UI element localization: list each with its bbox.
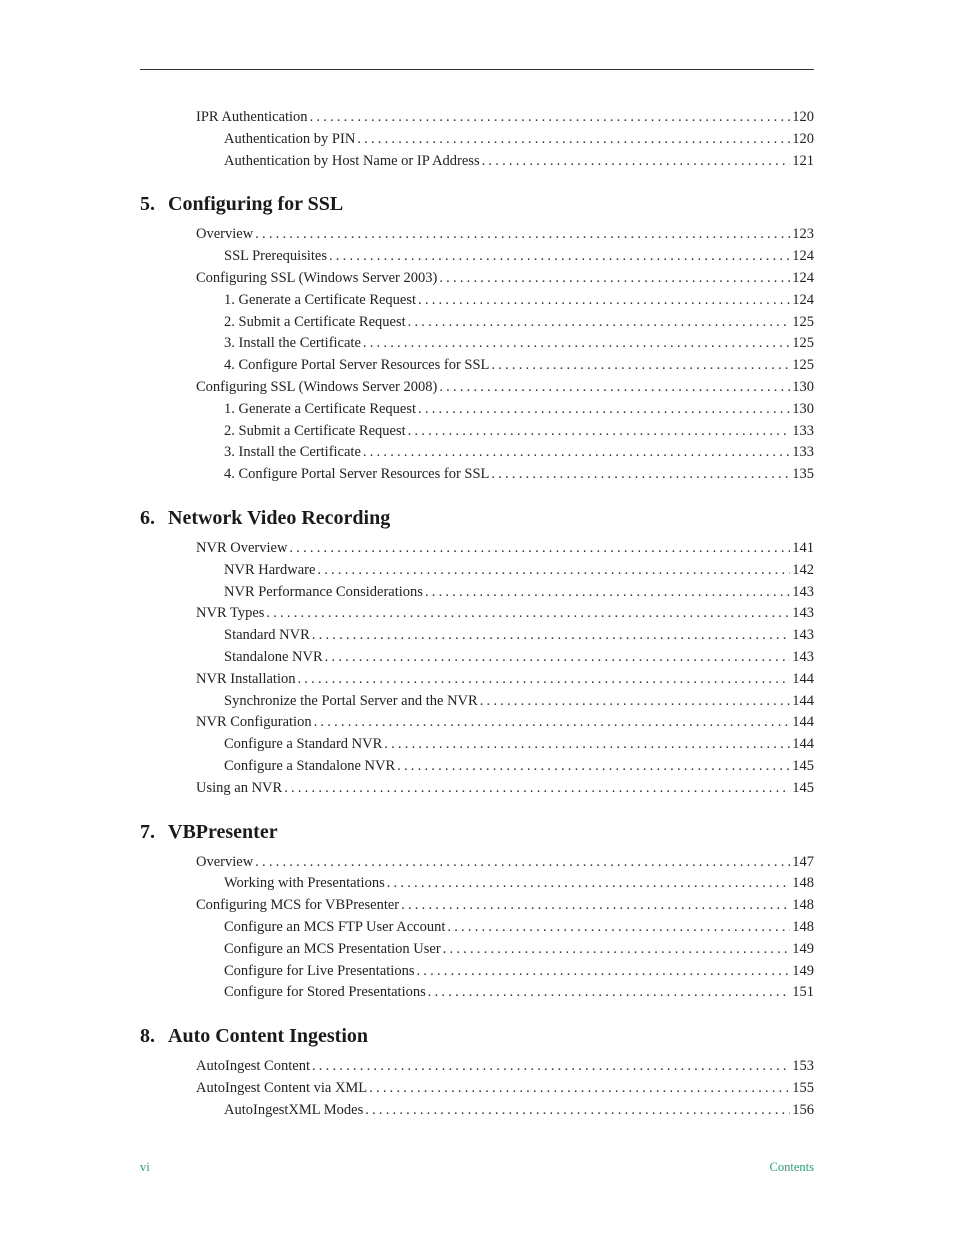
toc-entry-title: 1. Generate a Certificate Request — [224, 400, 417, 417]
footer-page-number: vi — [140, 1160, 150, 1174]
dot-leader — [357, 129, 790, 151]
dot-leader — [425, 582, 790, 604]
toc-entry[interactable] — [140, 538, 814, 560]
toc-entry-title: Configuring SSL (Windows Server 2003) — [196, 269, 438, 286]
toc-entry-title: SSL Prerequisites — [224, 248, 327, 265]
toc-entry[interactable] — [140, 895, 814, 917]
toc-entry[interactable] — [140, 560, 814, 582]
dot-leader — [439, 377, 790, 399]
toc-entry[interactable] — [140, 778, 814, 800]
dot-leader — [397, 756, 790, 778]
dot-leader — [325, 647, 791, 669]
toc-entry-title: NVR Performance Considerations — [224, 583, 423, 600]
toc-entry-page: 124 — [792, 248, 814, 265]
section-entries — [140, 538, 814, 800]
dot-leader — [428, 982, 790, 1004]
toc-entry-page: 141 — [792, 539, 814, 556]
toc-entry-page: 145 — [792, 779, 814, 796]
dot-leader — [317, 560, 790, 582]
toc-entry-title: 3. Install the Certificate — [224, 444, 361, 461]
dot-leader — [482, 151, 791, 173]
toc-entry-title: Configure a Standalone NVR — [224, 757, 396, 774]
dot-leader — [365, 1100, 790, 1122]
toc-entry[interactable] — [140, 224, 814, 246]
toc-entry[interactable] — [140, 939, 814, 961]
toc-entry-page: 153 — [792, 1058, 814, 1075]
section-title: Configuring for SSL — [168, 193, 344, 216]
page-footer — [140, 1160, 814, 1175]
toc-entry-page: 149 — [792, 962, 814, 979]
toc-entry-page: 142 — [792, 561, 814, 578]
toc-entry-title: Working with Presentations — [224, 875, 385, 892]
dot-leader — [491, 355, 790, 377]
dot-leader — [401, 895, 790, 917]
toc-entry-title: NVR Installation — [196, 670, 296, 687]
section-number: 8. — [140, 1025, 155, 1048]
dot-leader — [491, 464, 790, 486]
toc-entry[interactable] — [140, 333, 814, 355]
dot-leader — [255, 852, 790, 874]
toc-entry-title: AutoIngestXML Modes — [224, 1101, 364, 1118]
dot-leader — [447, 917, 790, 939]
toc-entry-page: 143 — [792, 627, 814, 644]
dot-leader — [363, 333, 790, 355]
toc-entry[interactable] — [140, 961, 814, 983]
toc-entry-page: 133 — [792, 444, 814, 461]
toc-entry[interactable] — [140, 1078, 814, 1100]
toc-entry[interactable] — [140, 268, 814, 290]
dot-leader — [310, 107, 791, 129]
toc-entry-page: 155 — [792, 1079, 814, 1096]
toc-entry[interactable] — [140, 290, 814, 312]
toc-entry[interactable] — [140, 421, 814, 443]
toc-entry-page: 149 — [792, 940, 814, 957]
toc-entry[interactable] — [140, 603, 814, 625]
toc-entry-page: 124 — [792, 291, 814, 308]
dot-leader — [314, 712, 791, 734]
toc-entry-page: 130 — [792, 400, 814, 417]
toc-entry[interactable] — [140, 625, 814, 647]
toc-entry-page: 125 — [792, 335, 814, 352]
header-rule — [140, 69, 814, 70]
toc-entry-title: NVR Types — [196, 605, 265, 622]
toc-entry-title: 3. Install the Certificate — [224, 335, 361, 352]
toc-entry-title: Configuring MCS for VBPresenter — [196, 897, 400, 914]
toc-entry[interactable] — [140, 669, 814, 691]
toc-entry-title: Using an NVR — [196, 779, 283, 796]
section-spacer — [140, 486, 814, 504]
toc-entry-title: Authentication by PIN — [224, 130, 356, 147]
toc-entry-page: 120 — [792, 130, 814, 147]
toc-entry[interactable] — [140, 312, 814, 334]
toc-entry[interactable] — [140, 712, 814, 734]
toc-entry-page: 144 — [792, 692, 814, 709]
toc-entry-title: Synchronize the Portal Server and the NVR — [224, 692, 478, 709]
toc-entry-title: Configure a Standard NVR — [224, 736, 383, 753]
section-entries — [140, 224, 814, 486]
toc-entry-page: 147 — [792, 853, 814, 870]
toc-entry-page: 144 — [792, 736, 814, 753]
toc-entry-page: 143 — [792, 583, 814, 600]
toc-entry-title: 4. Configure Portal Server Resources for SSL — [224, 357, 490, 374]
toc-entry-title: NVR Overview — [196, 539, 288, 556]
toc-entry-page: 120 — [792, 109, 814, 125]
toc-entry[interactable] — [140, 151, 814, 173]
toc-entry-page: 123 — [792, 226, 814, 243]
toc-entry-page: 124 — [792, 269, 814, 286]
toc-entry-page: 143 — [792, 648, 814, 665]
toc-entry-title: Standalone NVR — [224, 648, 323, 665]
section-spacer — [140, 1004, 814, 1022]
section-number: 5. — [140, 193, 155, 216]
section-spacer — [140, 800, 814, 818]
dot-leader — [387, 873, 791, 895]
footer-section-name: Contents — [769, 1160, 814, 1174]
section-heading[interactable] — [140, 190, 814, 218]
toc-entry-page: 148 — [792, 875, 814, 892]
toc-entry-title: AutoIngest Content via XML — [196, 1079, 368, 1096]
toc-entry[interactable] — [140, 129, 814, 151]
toc-entry-title: 2. Submit a Certificate Request — [224, 313, 406, 330]
section-entries — [140, 1056, 814, 1121]
dot-leader — [329, 246, 790, 268]
toc-entry[interactable] — [140, 756, 814, 778]
toc-entry-title: AutoIngest Content — [196, 1058, 310, 1075]
dot-leader — [363, 442, 790, 464]
toc-entry-title: 2. Submit a Certificate Request — [224, 422, 406, 439]
toc-entry[interactable] — [140, 464, 814, 486]
toc-entry-title: Configure an MCS Presentation User — [224, 940, 441, 957]
toc-entry[interactable] — [140, 107, 814, 129]
dot-leader — [439, 268, 790, 290]
toc-entry-title: Configure an MCS FTP User Account — [224, 918, 446, 935]
toc-entry[interactable] — [140, 734, 814, 756]
toc-entry[interactable] — [140, 917, 814, 939]
toc-entry-page: 130 — [792, 378, 814, 395]
toc-entry-title: Overview — [196, 226, 254, 243]
table-of-contents — [140, 107, 814, 1121]
toc-entry[interactable] — [140, 852, 814, 874]
section-heading[interactable] — [140, 1022, 814, 1050]
toc-entry-title: Configuring SSL (Windows Server 2008) — [196, 378, 438, 395]
dot-leader — [384, 734, 790, 756]
dot-leader — [255, 224, 790, 246]
toc-entry-page: 125 — [792, 313, 814, 330]
toc-entry-page: 151 — [792, 984, 814, 1001]
toc-entry[interactable] — [140, 377, 814, 399]
toc-entry[interactable] — [140, 1100, 814, 1122]
toc-entry-title: IPR Authentication — [196, 109, 308, 125]
section-number: 7. — [140, 820, 155, 843]
dot-leader — [266, 603, 790, 625]
toc-entry-title: Configure for Live Presentations — [224, 962, 415, 979]
toc-entry-page: 144 — [792, 670, 814, 687]
toc-entry-title: Authentication by Host Name or IP Address — [224, 152, 480, 169]
toc-entry-page: 145 — [792, 757, 814, 774]
dot-leader — [312, 625, 790, 647]
toc-entry-page: 148 — [792, 897, 814, 914]
dot-leader — [289, 538, 790, 560]
dot-leader — [312, 1056, 790, 1078]
toc-entry[interactable] — [140, 246, 814, 268]
section-heading[interactable] — [140, 818, 814, 846]
dot-leader — [418, 399, 790, 421]
section-number: 6. — [140, 506, 155, 529]
dot-leader — [297, 669, 790, 691]
toc-entry[interactable] — [140, 399, 814, 421]
toc-entry-page: 156 — [792, 1101, 814, 1118]
toc-entry[interactable] — [140, 442, 814, 464]
section-entries — [140, 852, 814, 1005]
dot-leader — [408, 421, 791, 443]
section-spacer — [140, 172, 814, 190]
toc-entry[interactable] — [140, 691, 814, 713]
section-title: Network Video Recording — [168, 506, 391, 529]
toc-entry-page: 121 — [792, 152, 814, 169]
toc-entry-page: 125 — [792, 357, 814, 374]
dot-leader — [418, 290, 790, 312]
toc-entry-page: 148 — [792, 918, 814, 935]
toc-entry[interactable] — [140, 982, 814, 1004]
toc-entry-title: 1. Generate a Certificate Request — [224, 291, 417, 308]
section-heading[interactable] — [140, 504, 814, 532]
dot-leader — [416, 961, 790, 983]
toc-intro-block — [140, 107, 814, 172]
toc-entry[interactable] — [140, 647, 814, 669]
toc-entry-title: Standard NVR — [224, 627, 310, 644]
toc-entry-page: 133 — [792, 422, 814, 439]
toc-entry-title: NVR Configuration — [196, 714, 312, 731]
dot-leader — [443, 939, 791, 961]
dot-leader — [408, 312, 791, 334]
section-title: VBPresenter — [168, 820, 278, 843]
toc-entry-title: Overview — [196, 853, 254, 870]
toc-entry-title: NVR Hardware — [224, 561, 316, 578]
section-title: Auto Content Ingestion — [168, 1025, 369, 1048]
toc-entry[interactable] — [140, 873, 814, 895]
toc-entry-title: Configure for Stored Presentations — [224, 984, 426, 1001]
toc-entry[interactable] — [140, 355, 814, 377]
dot-leader — [284, 778, 790, 800]
toc-entry-page: 143 — [792, 605, 814, 622]
toc-entry-page: 144 — [792, 714, 814, 731]
toc-entry[interactable] — [140, 582, 814, 604]
dot-leader — [480, 691, 791, 713]
dot-leader — [369, 1078, 790, 1100]
toc-entry[interactable] — [140, 1056, 814, 1078]
toc-entry-page: 135 — [792, 466, 814, 483]
toc-entry-title: 4. Configure Portal Server Resources for SSL — [224, 466, 490, 483]
